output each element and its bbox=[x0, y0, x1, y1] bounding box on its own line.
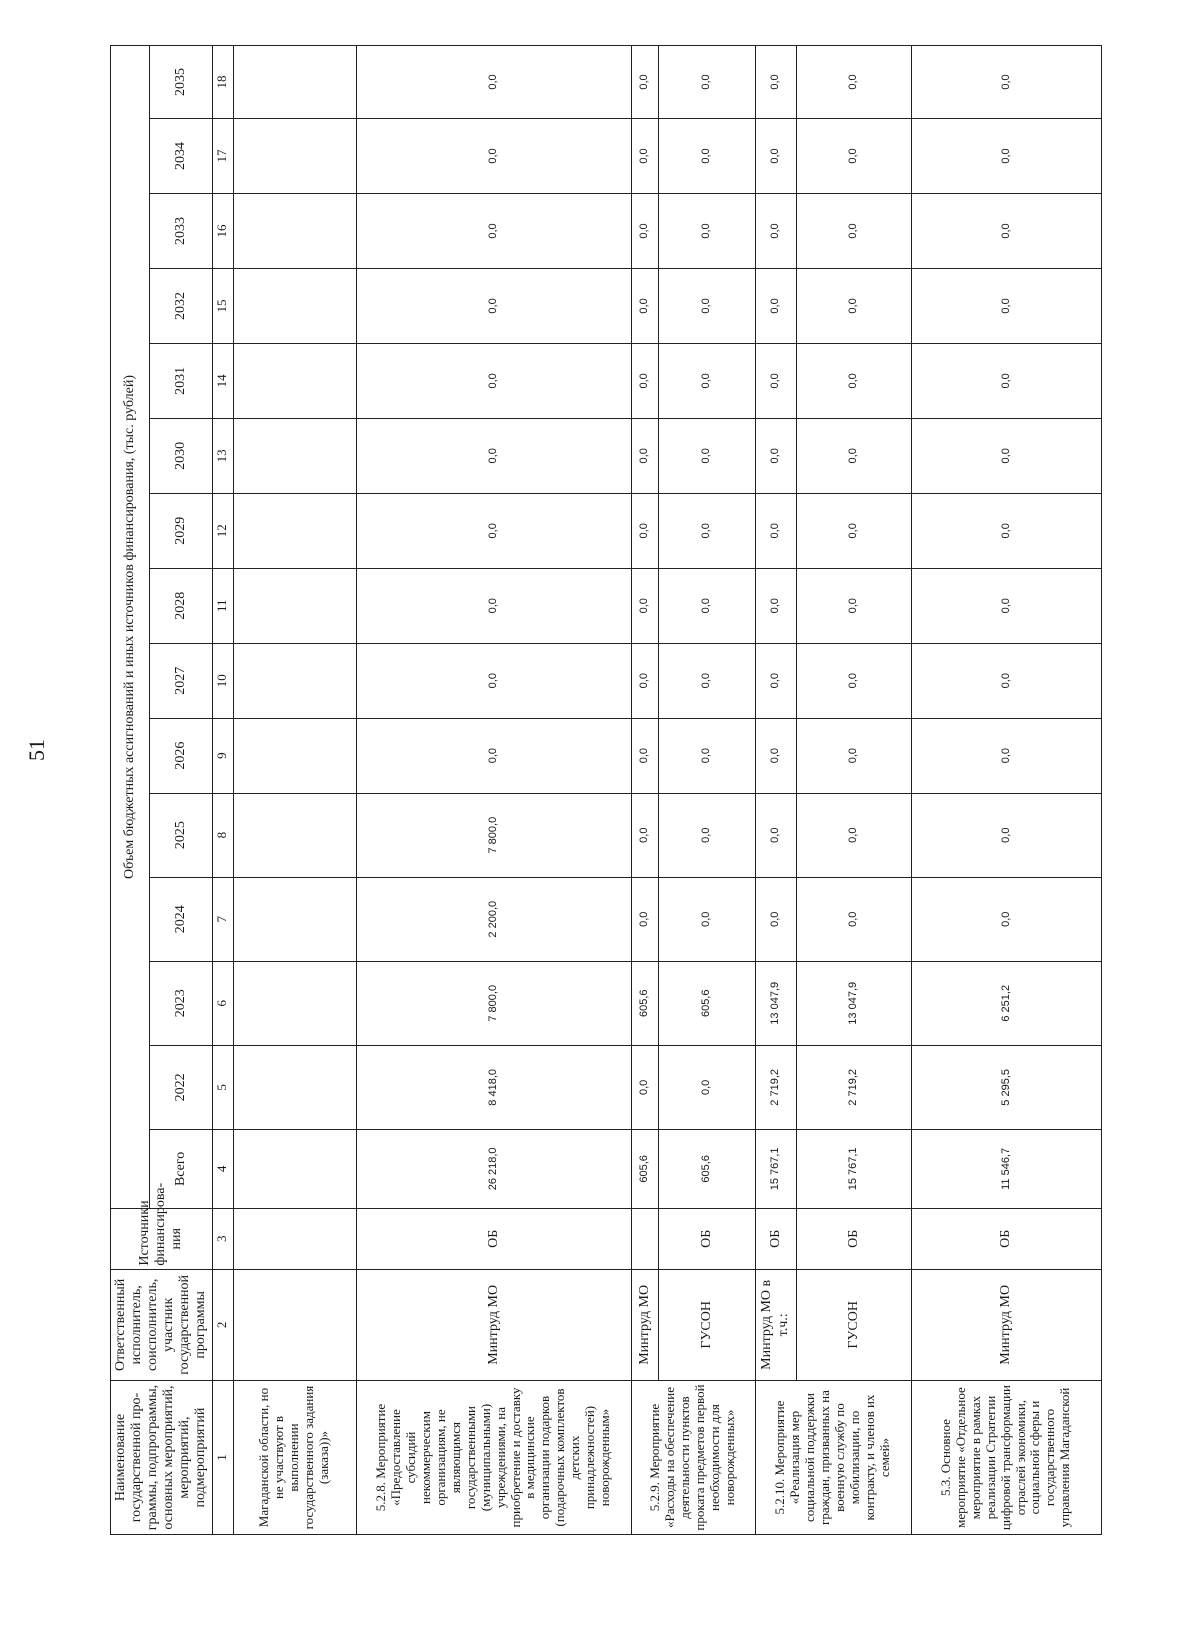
column-number: 1 bbox=[212, 1381, 233, 1535]
value-cell: 0,0 bbox=[658, 877, 755, 961]
header-year: 2030 bbox=[149, 418, 212, 493]
header-year: 2033 bbox=[149, 194, 212, 269]
value-cell: 11 546,7 bbox=[911, 1129, 1101, 1208]
source-cell bbox=[631, 1208, 658, 1269]
value-cell: 0,0 bbox=[796, 194, 911, 269]
table-row bbox=[911, 46, 1101, 1535]
table-row bbox=[796, 46, 911, 1535]
responsible-cell: Минтруд МО в т.ч.: bbox=[755, 1269, 796, 1380]
value-cell: 0,0 bbox=[658, 568, 755, 643]
column-number: 13 bbox=[212, 418, 233, 493]
value-cell: 0,0 bbox=[911, 46, 1101, 119]
value-cell bbox=[233, 961, 356, 1045]
value-cell: 0,0 bbox=[911, 643, 1101, 718]
value-cell: 0,0 bbox=[755, 877, 796, 961]
value-cell: 0,0 bbox=[796, 718, 911, 793]
source-cell: ОБ bbox=[796, 1208, 911, 1269]
header-year: 2027 bbox=[149, 643, 212, 718]
activity-name: 5.2.8. Мероприятие «Предоставление субсидий некоммерческим организациям, не являющимся государственными (муниципальными) учреждениями, на приобретение и доставку в медицинские организации подарков (подарочных комплектов детских принадлежностей) новорожденным» bbox=[356, 1381, 631, 1535]
header-year: 2029 bbox=[149, 493, 212, 568]
value-cell: 15 767,1 bbox=[796, 1129, 911, 1208]
value-cell: 0,0 bbox=[658, 793, 755, 877]
value-cell: 0,0 bbox=[356, 194, 631, 269]
value-cell: 0,0 bbox=[356, 418, 631, 493]
header-row-1 bbox=[111, 46, 150, 1535]
table-row bbox=[755, 46, 796, 1535]
value-cell bbox=[233, 343, 356, 418]
value-cell: 5 295,5 bbox=[911, 1045, 1101, 1129]
value-cell bbox=[233, 119, 356, 194]
value-cell: 0,0 bbox=[911, 568, 1101, 643]
value-cell: 0,0 bbox=[356, 643, 631, 718]
value-cell: 0,0 bbox=[658, 268, 755, 343]
header-name: Наименование государственной про-граммы, подпрограммы, основных мероприятий, мероприятий, подмероприятий bbox=[111, 1381, 213, 1535]
value-cell: 0,0 bbox=[796, 119, 911, 194]
value-cell: 0,0 bbox=[631, 643, 658, 718]
header-year: 2028 bbox=[149, 568, 212, 643]
activity-name: 5.3. Основное мероприятие «Отдельное мероприятие в рамках реализации Стратегии цифровой трансформации отраслей экономики, социальной сферы и государственного управления Магаданской bbox=[911, 1381, 1101, 1535]
value-cell bbox=[233, 793, 356, 877]
value-cell: 0,0 bbox=[631, 46, 658, 119]
column-number: 14 bbox=[212, 343, 233, 418]
value-cell: 0,0 bbox=[631, 268, 658, 343]
value-cell: 0,0 bbox=[796, 343, 911, 418]
value-cell: 15 767,1 bbox=[755, 1129, 796, 1208]
activity-name: 5.2.10. Мероприятие «Реализация мер социальной поддержки граждан, призванных на военную службу по мобилизации, по контракту, и членов их семей» bbox=[755, 1381, 911, 1535]
value-cell: 0,0 bbox=[658, 343, 755, 418]
value-cell: 0,0 bbox=[356, 343, 631, 418]
header-year: 2023 bbox=[149, 961, 212, 1045]
value-cell: 0,0 bbox=[631, 493, 658, 568]
value-cell: 0,0 bbox=[356, 493, 631, 568]
column-number: 2 bbox=[212, 1269, 233, 1380]
value-cell: 0,0 bbox=[356, 119, 631, 194]
value-cell: 0,0 bbox=[631, 343, 658, 418]
value-cell: 0,0 bbox=[658, 643, 755, 718]
responsible-cell: Минтруд МО bbox=[356, 1269, 631, 1380]
source-cell: ОБ bbox=[911, 1208, 1101, 1269]
value-cell: 0,0 bbox=[755, 119, 796, 194]
value-cell bbox=[233, 718, 356, 793]
value-cell: 0,0 bbox=[631, 194, 658, 269]
value-cell bbox=[233, 1045, 356, 1129]
value-cell: 0,0 bbox=[658, 194, 755, 269]
value-cell: 0,0 bbox=[796, 418, 911, 493]
value-cell: 0,0 bbox=[658, 493, 755, 568]
value-cell bbox=[233, 46, 356, 119]
column-number: 4 bbox=[212, 1129, 233, 1208]
source-cell: ОБ bbox=[658, 1208, 755, 1269]
value-cell: 26 218,0 bbox=[356, 1129, 631, 1208]
page-number: 51 bbox=[24, 739, 49, 761]
value-cell: 0,0 bbox=[631, 119, 658, 194]
value-cell: 2 200,0 bbox=[356, 877, 631, 961]
value-cell: 0,0 bbox=[755, 643, 796, 718]
header-responsible: Ответственный исполнитель, соисполнитель, участник государственной программы bbox=[111, 1269, 213, 1380]
value-cell: 0,0 bbox=[631, 418, 658, 493]
header-year: 2022 bbox=[149, 1045, 212, 1129]
column-number: 7 bbox=[212, 877, 233, 961]
value-cell: 0,0 bbox=[631, 568, 658, 643]
value-cell: 6 251,2 bbox=[911, 961, 1101, 1045]
value-cell: 605,6 bbox=[631, 961, 658, 1045]
value-cell: 0,0 bbox=[356, 718, 631, 793]
value-cell: 2 719,2 bbox=[796, 1045, 911, 1129]
value-cell: 13 047,9 bbox=[796, 961, 911, 1045]
table-row bbox=[631, 46, 658, 1535]
value-cell: 0,0 bbox=[796, 46, 911, 119]
budget-table bbox=[110, 45, 1102, 1535]
header-year: 2025 bbox=[149, 793, 212, 877]
value-cell: 0,0 bbox=[755, 268, 796, 343]
value-cell: 0,0 bbox=[911, 718, 1101, 793]
rotated-page bbox=[24, 45, 1090, 1535]
value-cell: 0,0 bbox=[755, 793, 796, 877]
value-cell: 0,0 bbox=[658, 1045, 755, 1129]
value-cell bbox=[233, 643, 356, 718]
column-number: 9 bbox=[212, 718, 233, 793]
value-cell: 0,0 bbox=[356, 568, 631, 643]
value-cell: 7 800,0 bbox=[356, 793, 631, 877]
column-number: 10 bbox=[212, 643, 233, 718]
value-cell: 0,0 bbox=[755, 493, 796, 568]
table-row bbox=[356, 46, 631, 1535]
value-cell: 0,0 bbox=[796, 493, 911, 568]
value-cell: 605,6 bbox=[658, 961, 755, 1045]
column-number: 16 bbox=[212, 194, 233, 269]
column-number: 15 bbox=[212, 268, 233, 343]
responsible-cell: ГУСОН bbox=[658, 1269, 755, 1380]
source-cell: ОБ bbox=[755, 1208, 796, 1269]
activity-name: 5.2.9. Мероприятие «Расходы на обеспечение деятельности пунктов проката предметов первой необходимости для новорожденных» bbox=[631, 1381, 755, 1535]
value-cell: 0,0 bbox=[911, 793, 1101, 877]
value-cell bbox=[233, 877, 356, 961]
header-year: 2024 bbox=[149, 877, 212, 961]
value-cell: 0,0 bbox=[658, 119, 755, 194]
value-cell bbox=[233, 493, 356, 568]
value-cell: 0,0 bbox=[911, 877, 1101, 961]
source-cell: ОБ bbox=[356, 1208, 631, 1269]
responsible-cell: Минтруд МО bbox=[911, 1269, 1101, 1380]
header-year: 2026 bbox=[149, 718, 212, 793]
value-cell: 0,0 bbox=[755, 343, 796, 418]
value-cell: 0,0 bbox=[796, 793, 911, 877]
value-cell: 2 719,2 bbox=[755, 1045, 796, 1129]
value-cell: 0,0 bbox=[911, 493, 1101, 568]
value-cell: 0,0 bbox=[755, 194, 796, 269]
value-cell: 0,0 bbox=[796, 643, 911, 718]
column-number-row bbox=[212, 46, 233, 1535]
responsible-cell: ГУСОН bbox=[796, 1269, 911, 1380]
value-cell: 0,0 bbox=[911, 418, 1101, 493]
value-cell: 7 800,0 bbox=[356, 961, 631, 1045]
value-cell bbox=[233, 418, 356, 493]
value-cell: 0,0 bbox=[911, 343, 1101, 418]
value-cell bbox=[233, 268, 356, 343]
value-cell: 0,0 bbox=[658, 718, 755, 793]
table-row bbox=[658, 46, 755, 1535]
value-cell: 0,0 bbox=[755, 568, 796, 643]
value-cell: 0,0 bbox=[658, 46, 755, 119]
value-cell: 8 418,0 bbox=[356, 1045, 631, 1129]
column-number: 3 bbox=[212, 1208, 233, 1269]
source-cell bbox=[233, 1208, 356, 1269]
value-cell: 0,0 bbox=[755, 418, 796, 493]
value-cell bbox=[233, 1129, 356, 1208]
value-cell bbox=[233, 568, 356, 643]
value-cell: 0,0 bbox=[796, 877, 911, 961]
value-cell: 0,0 bbox=[755, 718, 796, 793]
value-cell: 0,0 bbox=[658, 418, 755, 493]
responsible-cell bbox=[233, 1269, 356, 1380]
responsible-cell: Минтруд МО bbox=[631, 1269, 658, 1380]
value-cell: 0,0 bbox=[631, 718, 658, 793]
value-cell: 0,0 bbox=[911, 119, 1101, 194]
table-row bbox=[233, 46, 356, 1535]
value-cell: 605,6 bbox=[631, 1129, 658, 1208]
value-cell bbox=[233, 194, 356, 269]
column-number: 8 bbox=[212, 793, 233, 877]
column-number: 17 bbox=[212, 119, 233, 194]
column-number: 6 bbox=[212, 961, 233, 1045]
value-cell: 0,0 bbox=[911, 268, 1101, 343]
value-cell: 0,0 bbox=[356, 46, 631, 119]
header-budget-group: Объем бюджетных ассигнований и иных источников финансирования, (тыс. рублей) bbox=[111, 46, 150, 1209]
value-cell: 0,0 bbox=[796, 568, 911, 643]
header-source: Источники финансирова-ния bbox=[111, 1208, 213, 1269]
header-total: Всего bbox=[149, 1129, 212, 1208]
header-year: 2034 bbox=[149, 119, 212, 194]
header-year: 2035 bbox=[149, 46, 212, 119]
column-number: 18 bbox=[212, 46, 233, 119]
value-cell: 0,0 bbox=[631, 877, 658, 961]
column-number: 11 bbox=[212, 568, 233, 643]
value-cell: 0,0 bbox=[796, 268, 911, 343]
column-number: 5 bbox=[212, 1045, 233, 1129]
value-cell: 605,6 bbox=[658, 1129, 755, 1208]
value-cell: 0,0 bbox=[911, 194, 1101, 269]
activity-name: Магаданской области, но не участвуют в выполнении государственного задания (заказа))» bbox=[233, 1381, 356, 1535]
value-cell: 0,0 bbox=[755, 46, 796, 119]
header-year: 2031 bbox=[149, 343, 212, 418]
value-cell: 0,0 bbox=[356, 268, 631, 343]
value-cell: 13 047,9 bbox=[755, 961, 796, 1045]
header-year: 2032 bbox=[149, 268, 212, 343]
value-cell: 0,0 bbox=[631, 793, 658, 877]
column-number: 12 bbox=[212, 493, 233, 568]
value-cell: 0,0 bbox=[631, 1045, 658, 1129]
